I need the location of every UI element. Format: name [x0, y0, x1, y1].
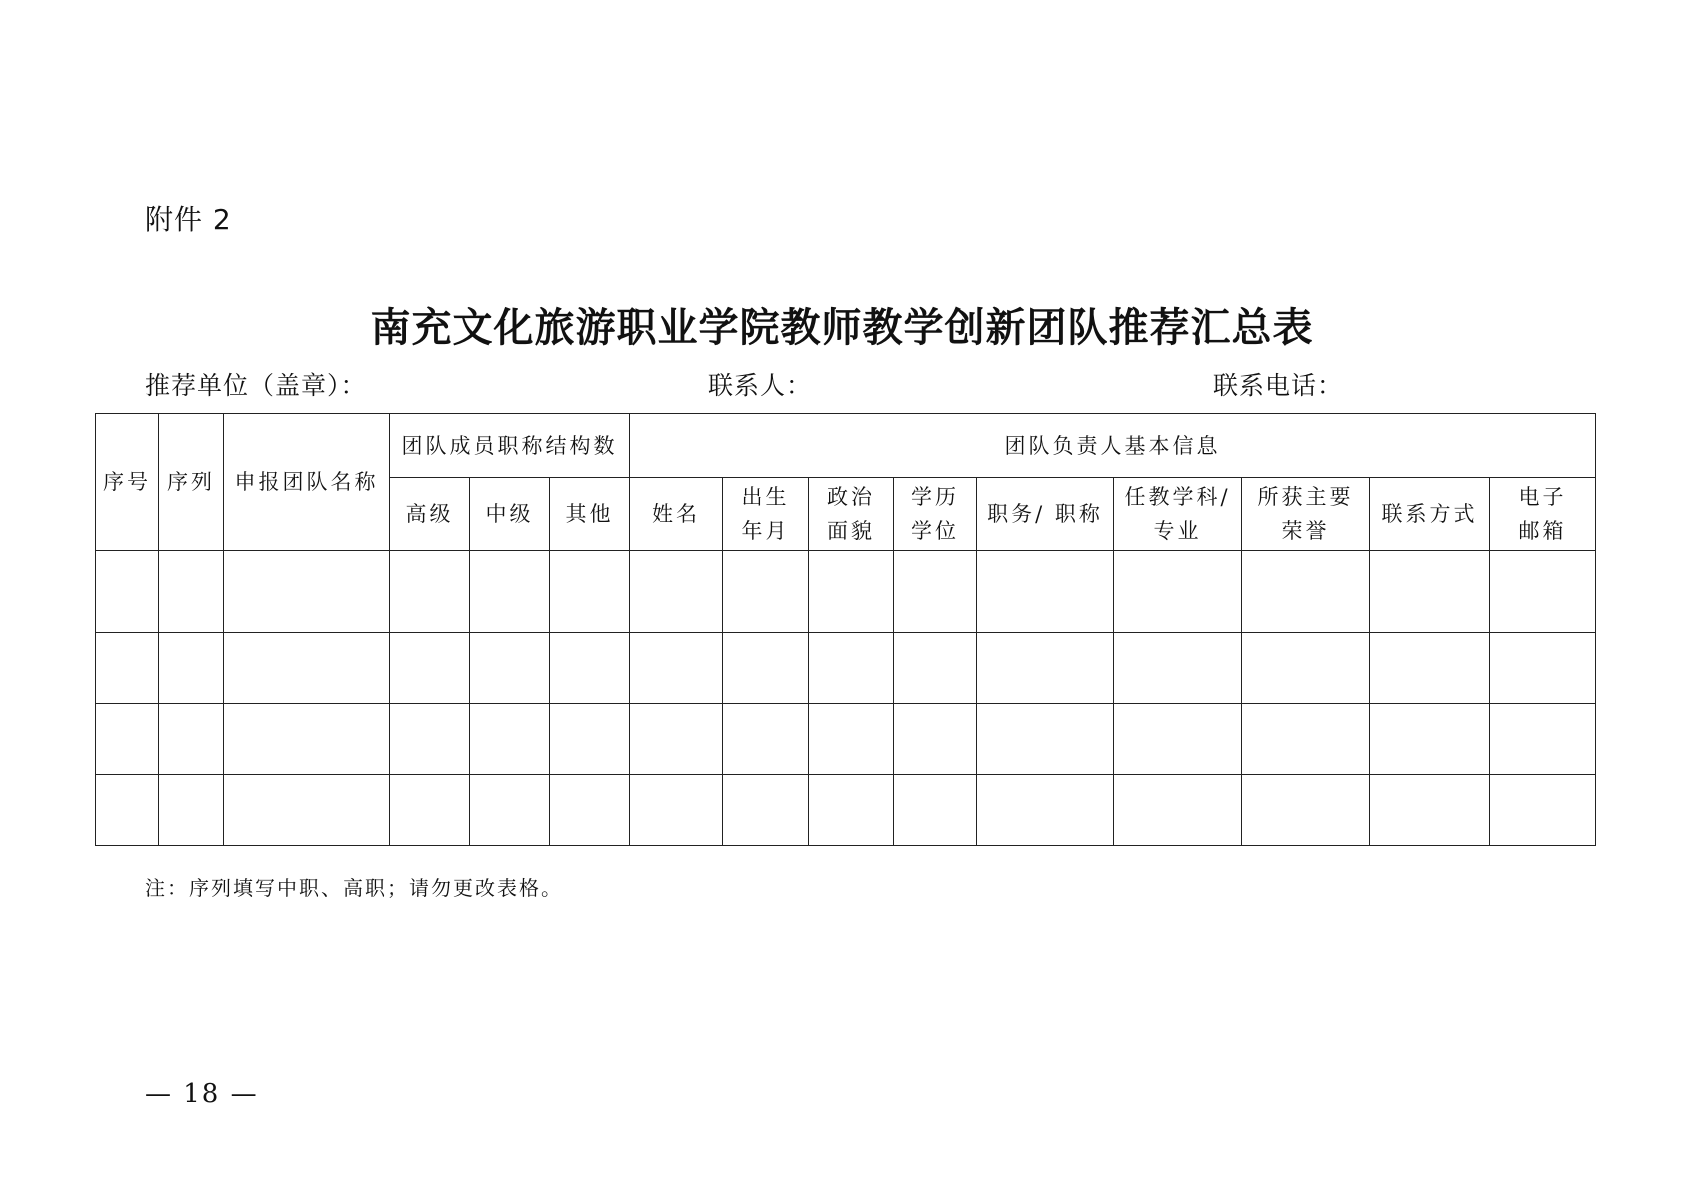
col-name-header	[630, 478, 723, 551]
table-cell[interactable]	[1370, 551, 1490, 633]
table-cell[interactable]	[224, 704, 390, 775]
col-email-header-line1: 电子	[1518, 485, 1567, 509]
table-cell[interactable]	[390, 633, 470, 704]
table-cell[interactable]	[894, 633, 977, 704]
header-row-1	[96, 414, 1596, 478]
table-cell[interactable]	[550, 633, 630, 704]
table-cell[interactable]	[390, 704, 470, 775]
table-cell[interactable]	[1490, 704, 1596, 775]
table-cell[interactable]	[470, 704, 550, 775]
table-cell[interactable]	[224, 775, 390, 846]
col-honors-header-line1: 所获主要	[1257, 485, 1354, 509]
col-education-header-line2: 学位	[911, 519, 960, 543]
col-contact-header	[1370, 478, 1490, 551]
table-cell[interactable]	[1370, 633, 1490, 704]
table-cell[interactable]	[224, 551, 390, 633]
table-cell[interactable]	[96, 704, 159, 775]
attachment-label: 附件 2	[145, 203, 232, 236]
col-honors-header-line2: 荣誉	[1281, 519, 1330, 543]
table-cell[interactable]	[390, 551, 470, 633]
table-cell[interactable]	[1114, 633, 1242, 704]
table-cell[interactable]	[1242, 704, 1370, 775]
table-cell[interactable]	[1242, 633, 1370, 704]
table-cell[interactable]	[977, 775, 1114, 846]
table-cell[interactable]	[723, 704, 809, 775]
group-title-structure-header: 团队成员职称结构数	[390, 414, 630, 478]
table-cell[interactable]	[470, 551, 550, 633]
col-sequence-header: 序列	[159, 414, 224, 551]
table-cell[interactable]	[809, 551, 894, 633]
col-senior-header: 高级	[390, 478, 470, 551]
table-cell[interactable]	[630, 551, 723, 633]
table-cell[interactable]	[723, 633, 809, 704]
col-seq-no-header: 序号	[96, 414, 159, 551]
table-cell[interactable]	[723, 775, 809, 846]
table-cell[interactable]	[550, 551, 630, 633]
table-cell[interactable]	[630, 704, 723, 775]
table-cell[interactable]	[96, 775, 159, 846]
table-cell[interactable]	[159, 551, 224, 633]
table-row	[96, 633, 1596, 704]
col-political-header	[809, 478, 894, 551]
table-cell[interactable]	[390, 775, 470, 846]
table-cell[interactable]	[550, 704, 630, 775]
col-political-header-line2: 面貌	[827, 519, 876, 543]
table-cell[interactable]	[1114, 551, 1242, 633]
col-email-header-line2: 邮箱	[1518, 519, 1567, 543]
table-cell[interactable]	[550, 775, 630, 846]
col-other-header: 其他	[550, 478, 630, 551]
col-honors-header	[1242, 478, 1370, 551]
table-cell[interactable]	[96, 633, 159, 704]
table-cell[interactable]	[1490, 775, 1596, 846]
table-cell[interactable]	[977, 704, 1114, 775]
col-position-header-text: 职务/ 职称	[987, 502, 1103, 526]
table-cell[interactable]	[1490, 551, 1596, 633]
contact-person-label: 联系人：	[708, 371, 813, 400]
table-cell[interactable]	[159, 704, 224, 775]
table-row	[96, 704, 1596, 775]
table-cell[interactable]	[977, 551, 1114, 633]
col-birth-header-line2: 年月	[741, 519, 790, 543]
contact-phone-label: 联系电话：	[1213, 371, 1344, 400]
table-cell[interactable]	[1370, 775, 1490, 846]
table-cell[interactable]	[977, 633, 1114, 704]
table-cell[interactable]	[630, 633, 723, 704]
col-birth-header	[723, 478, 809, 551]
summary-table	[95, 413, 1596, 846]
table-cell[interactable]	[1114, 704, 1242, 775]
page-title: 南充文化旅游职业学院教师教学创新团队推荐汇总表	[370, 304, 1314, 351]
table-cell[interactable]	[809, 633, 894, 704]
col-subject-header-line1: 任教学科/	[1124, 485, 1231, 509]
col-education-header-line1: 学历	[911, 485, 960, 509]
col-birth-header-line1: 出生	[741, 485, 790, 509]
col-team-name-header: 申报团队名称	[224, 414, 390, 551]
table-cell[interactable]	[96, 551, 159, 633]
col-name-header-text: 姓名	[652, 502, 701, 526]
col-position-header	[977, 478, 1114, 551]
page-number: — 18 —	[145, 1079, 259, 1109]
col-education-header	[894, 478, 977, 551]
table-cell[interactable]	[894, 551, 977, 633]
col-intermediate-header: 中级	[470, 478, 550, 551]
group-leader-info-header: 团队负责人基本信息	[630, 414, 1596, 478]
table-row	[96, 551, 1596, 633]
table-cell[interactable]	[630, 775, 723, 846]
footnote: 注：序列填写中职、高职；请勿更改表格。	[145, 876, 563, 900]
col-email-header	[1490, 478, 1596, 551]
col-subject-header-line2: 专业	[1153, 519, 1202, 543]
table-cell[interactable]	[470, 633, 550, 704]
col-political-header-line1: 政治	[827, 485, 876, 509]
table-cell[interactable]	[723, 551, 809, 633]
table-row	[96, 775, 1596, 846]
table-cell[interactable]	[159, 633, 224, 704]
table-cell[interactable]	[1242, 775, 1370, 846]
table-cell[interactable]	[894, 775, 977, 846]
table-cell[interactable]	[809, 775, 894, 846]
table-cell[interactable]	[159, 775, 224, 846]
table-cell[interactable]	[224, 633, 390, 704]
table-cell[interactable]	[1242, 551, 1370, 633]
recommending-unit-label: 推荐单位（盖章）：	[145, 371, 367, 400]
table-cell[interactable]	[1490, 633, 1596, 704]
table-cell[interactable]	[1370, 704, 1490, 775]
col-subject-header	[1114, 478, 1242, 551]
table-cell[interactable]	[809, 704, 894, 775]
table-cell[interactable]	[470, 775, 550, 846]
table-cell[interactable]	[1114, 775, 1242, 846]
table-cell[interactable]	[894, 704, 977, 775]
col-contact-header-text: 联系方式	[1381, 502, 1478, 526]
